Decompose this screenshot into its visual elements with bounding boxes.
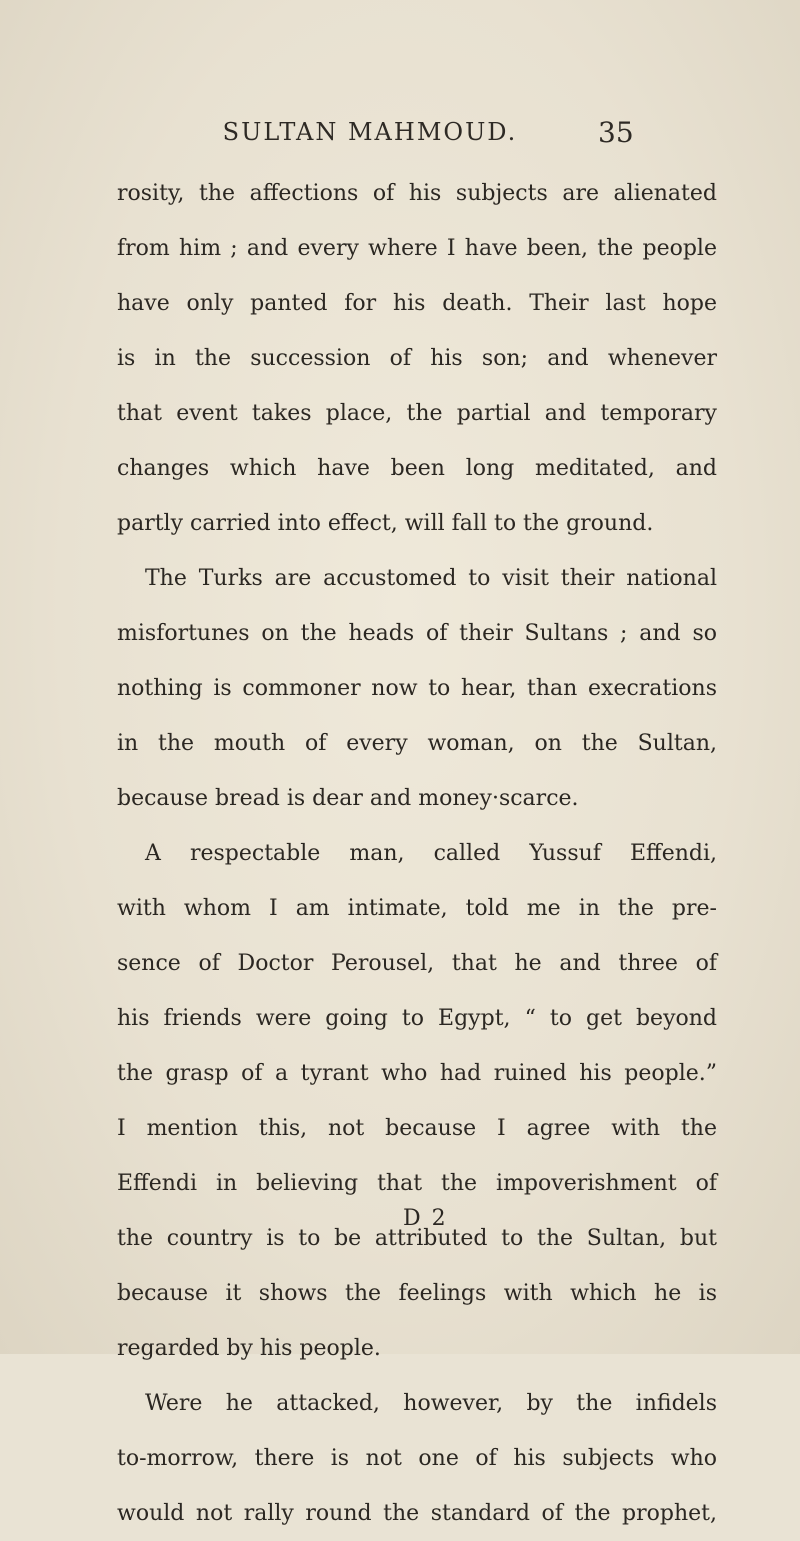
text-line: because bread is dear and money·scarce. — [117, 786, 579, 811]
text-line: partly carried into effect, will fall to the ground. — [117, 511, 654, 536]
text-line: the country is to be attributed to the Sultan, but — [117, 1226, 717, 1251]
text-line: sence of Doctor Perousel, that he and three of — [117, 951, 717, 976]
text-line: rosity, the affections of his subjects are alienated — [117, 181, 717, 206]
text-line: with whom I am intimate, told me in the pre- — [117, 896, 717, 921]
text-line: his friends were going to Egypt, “ to get beyond — [117, 1006, 717, 1031]
text-line: is in the succession of his son; and whenever — [117, 346, 717, 371]
text-line: misfortunes on the heads of their Sultans ; and so — [117, 621, 717, 646]
signature-mark: D 2 — [403, 1206, 448, 1231]
text-line: nothing is commoner now to hear, than execrations — [117, 676, 717, 701]
text-line: have only panted for his death. Their last hope — [117, 291, 717, 316]
text-line: regarded by his people. — [117, 1336, 381, 1361]
text-line: changes which have been long meditated, and — [117, 456, 717, 481]
text-line: to-morrow, there is not one of his subjects who — [117, 1446, 717, 1471]
body-text — [117, 166, 717, 1541]
text-line: The Turks are accustomed to visit their national — [145, 566, 717, 591]
text-line: in the mouth of every woman, on the Sultan, — [117, 731, 717, 756]
text-line: I mention this, not because I agree with the — [117, 1116, 717, 1141]
text-line: that event takes place, the partial and temporary — [117, 401, 717, 426]
running-head: SULTAN MAHMOUD. — [222, 118, 518, 146]
text-line: Effendi in believing that the impoverishment of — [117, 1171, 717, 1196]
text-line: because it shows the feelings with which he is — [117, 1281, 717, 1306]
text-line: would not rally round the standard of the prophet, — [117, 1501, 717, 1526]
text-line: from him ; and every where I have been, the people — [117, 236, 717, 261]
page-number: 35 — [598, 116, 634, 149]
text-line: Were he attacked, however, by the infidels — [145, 1391, 717, 1416]
page-header — [0, 118, 800, 158]
text-line: the grasp of a tyrant who had ruined his people.” — [117, 1061, 717, 1086]
text-line: A respectable man, called Yussuf Effendi, — [145, 841, 717, 866]
